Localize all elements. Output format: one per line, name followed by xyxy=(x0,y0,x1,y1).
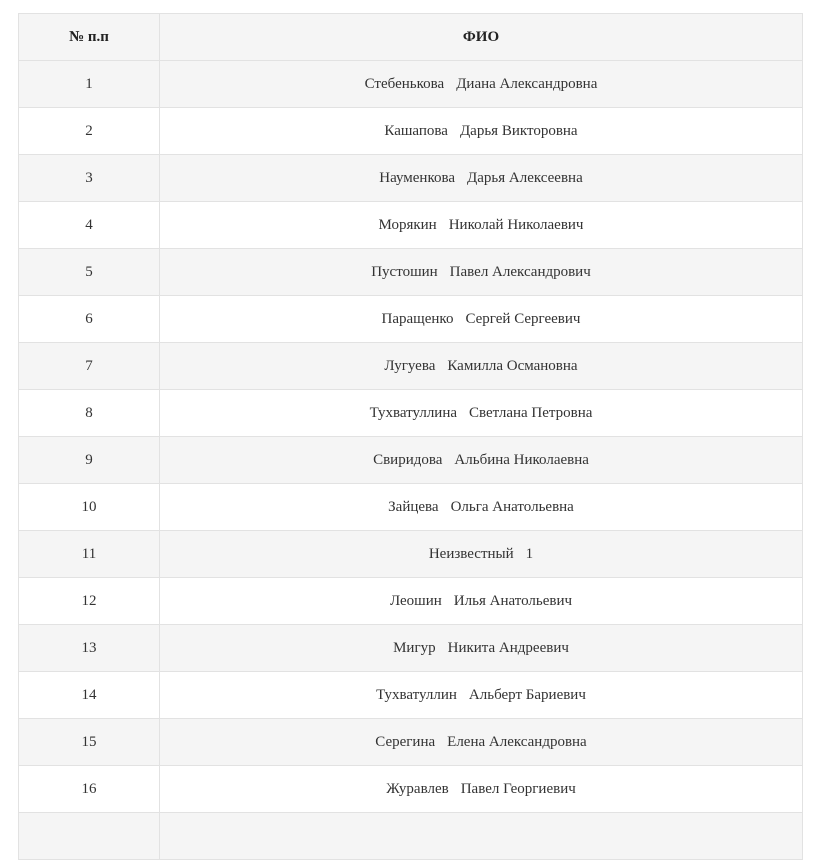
row-full-name xyxy=(160,437,803,484)
row-full-name xyxy=(160,766,803,813)
first-middle-name: Дарья Викторовна xyxy=(459,123,578,139)
first-middle-name: Диана Александровна xyxy=(456,76,598,92)
row-number: 9 xyxy=(19,437,160,484)
row-number: 16 xyxy=(19,766,160,813)
row-full-name xyxy=(160,390,803,437)
row-number: 7 xyxy=(19,343,160,390)
row-number: 10 xyxy=(19,484,160,531)
last-name: Неизвестный xyxy=(428,546,514,562)
first-middle-name: 1 xyxy=(525,546,534,562)
row-number: 12 xyxy=(19,578,160,625)
table-row xyxy=(19,484,803,531)
participants-table-container xyxy=(18,13,802,860)
table-row xyxy=(19,672,803,719)
table-row xyxy=(19,766,803,813)
first-middle-name: Николай Николаевич xyxy=(448,217,584,233)
first-middle-name: Павел Александрович xyxy=(449,264,591,280)
table-header-row xyxy=(19,14,803,61)
participants-table xyxy=(18,13,803,860)
table-row xyxy=(19,61,803,108)
last-name: Кашапова xyxy=(384,123,448,139)
table-body xyxy=(19,61,803,860)
last-name: Тухватуллина xyxy=(369,405,458,421)
first-middle-name: Никита Андреевич xyxy=(447,640,569,656)
row-number: 13 xyxy=(19,625,160,672)
row-full-name xyxy=(160,578,803,625)
row-number: 14 xyxy=(19,672,160,719)
table-row xyxy=(19,202,803,249)
table-row xyxy=(19,437,803,484)
row-full-name xyxy=(160,484,803,531)
table-row xyxy=(19,625,803,672)
row-full-name xyxy=(160,202,803,249)
row-full-name xyxy=(160,249,803,296)
last-name: Морякин xyxy=(378,217,437,233)
first-middle-name: Сергей Сергеевич xyxy=(465,311,581,327)
table-row xyxy=(19,578,803,625)
first-middle-name: Дарья Алексеевна xyxy=(467,170,583,186)
last-name: Мигур xyxy=(393,640,436,656)
row-number: 1 xyxy=(19,61,160,108)
row-number: 6 xyxy=(19,296,160,343)
row-full-name xyxy=(160,108,803,155)
first-middle-name: Павел Георгиевич xyxy=(460,781,576,797)
row-full-name xyxy=(160,155,803,202)
row-full-name xyxy=(160,531,803,578)
table-row xyxy=(19,531,803,578)
first-middle-name: Илья Анатольевич xyxy=(453,593,573,609)
table-row xyxy=(19,343,803,390)
row-number: 11 xyxy=(19,531,160,578)
last-name: Паращенко xyxy=(381,311,454,327)
first-middle-name: Альберт Бариевич xyxy=(468,687,586,703)
first-middle-name: Ольга Анатольевна xyxy=(450,499,574,515)
table-row xyxy=(19,296,803,343)
header-number: № п.п xyxy=(19,14,160,61)
last-name: Свиридова xyxy=(373,452,443,468)
last-name: Науменкова xyxy=(379,170,456,186)
row-full-name xyxy=(160,61,803,108)
last-name: Лугуева xyxy=(384,358,436,374)
row-full-name xyxy=(160,672,803,719)
row-number: 3 xyxy=(19,155,160,202)
row-full-name xyxy=(160,813,803,860)
table-row xyxy=(19,719,803,766)
row-number: 5 xyxy=(19,249,160,296)
table-row xyxy=(19,813,803,860)
last-name: Леошин xyxy=(389,593,442,609)
last-name: Стебенькова xyxy=(364,76,445,92)
first-middle-name: Камилла Османовна xyxy=(447,358,578,374)
row-full-name xyxy=(160,625,803,672)
last-name: Зайцева xyxy=(388,499,439,515)
row-full-name xyxy=(160,343,803,390)
row-number: 8 xyxy=(19,390,160,437)
row-number: 15 xyxy=(19,719,160,766)
row-full-name xyxy=(160,296,803,343)
table-row xyxy=(19,390,803,437)
row-number: 4 xyxy=(19,202,160,249)
header-full-name: ФИО xyxy=(160,14,803,61)
last-name: Серегина xyxy=(375,734,436,750)
first-middle-name: Светлана Петровна xyxy=(469,405,593,421)
table-row xyxy=(19,249,803,296)
table-row xyxy=(19,155,803,202)
table-row xyxy=(19,108,803,155)
first-middle-name: Альбина Николаевна xyxy=(454,452,589,468)
row-number: 2 xyxy=(19,108,160,155)
last-name: Журавлев xyxy=(386,781,449,797)
row-full-name xyxy=(160,719,803,766)
last-name: Тухватуллин xyxy=(376,687,457,703)
first-middle-name: Елена Александровна xyxy=(447,734,587,750)
row-number xyxy=(19,813,160,860)
last-name: Пустошин xyxy=(371,264,438,280)
